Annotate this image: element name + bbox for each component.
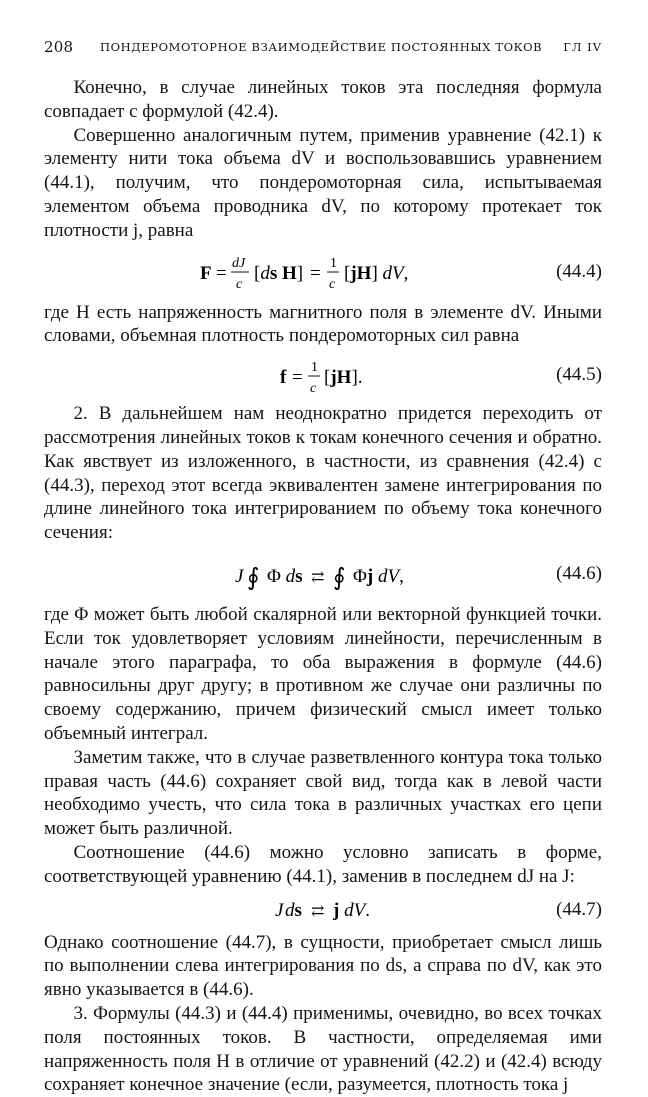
equation-44-4-formula [198,249,448,295]
equation-44-7 [44,889,602,931]
equation-44-5 [44,348,602,402]
equation-number: (44.5) [556,364,602,386]
svg-text:=: = [216,263,227,285]
paragraph: Конечно, в случае линейных токов эта последняя формула совпадает с формулой (42.4). [44,77,602,122]
svg-text:ds: ds [285,900,302,922]
paragraph: 3. Формулы (44.3) и (44.4) применимы, очевидно, во всех точках поля постоянных токов. В частности, определяемая ими напряженность поля H в отличие от уравнений (42.2) и (42.4) всюду сохраняет конечное значение (если, разумеется, плотность тока j [44,1002,602,1096]
paragraph: Однако соотношение (44.7), в сущности, приобретает смысл лишь по выполнении слева интегрирования по ds, а справа по dV, как это явно указывается в (44.6). [44,931,602,1001]
equation-number: (44.6) [556,562,602,584]
svg-text:J: J [235,565,244,587]
svg-text:[jH] dV,: [jH] dV, [344,263,409,285]
svg-text:=: = [310,263,321,285]
equation-44-5-formula [278,353,368,399]
svg-text:[ds H]: [ds H] [254,263,304,285]
page-number: 208 [44,38,74,56]
svg-text:F: F [200,263,212,285]
paragraph: где Φ может быть любой скалярной или векторной функцией точки. Если ток удовлетворяет условиям линейности, перечисленным в начале этого параграфа, то оба выражения в формуле (44.6) равносильны друг другу; в противном же случае они различны по своему содержанию, причем физический смысл имеет только объемный интеграл. [44,603,602,744]
svg-text:Φj dV,: Φj dV, [353,565,404,587]
paragraph: Соотношение (44.6) можно условно записать в форме, соответствующей уравнению (44.1), заменив в последнем dJ на J: [44,841,602,887]
svg-text:∮: ∮ [247,562,260,591]
svg-text:=: = [292,366,303,388]
equation-44-4 [44,243,602,301]
running-head [44,38,602,58]
svg-text:1: 1 [330,256,337,272]
svg-text:f: f [280,366,287,388]
svg-text:c: c [236,277,243,293]
svg-text:∮: ∮ [333,562,346,591]
svg-text:⇄: ⇄ [311,901,325,921]
paragraph: Совершенно аналогичным путем, применив уравнение (42.1) к элементу нити тока объема dV и воспользовавшись уравнением (44.1), получим, что пондеромоторная сила, испытываемая элементом объема проводника dV, по которому протекает ток плотности j, равна [44,124,602,241]
equation-44-6-formula [233,552,413,598]
svg-text:J: J [275,900,284,922]
running-title: ПОНДЕРОМОТОРНОЕ ВЗАИМОДЕЙСТВИЕ ПОСТОЯННЫХ ТОКОВ [100,40,543,54]
paragraph: 2. В дальнейшем нам неоднократно придется переходить от рассмотрения линейных токов к токам конечного сечения и обратно. Как явствует из изложенного, в частности, из сравнения (42.4) с (44.3), переход этот всегда эквивалентен замене интегрирования по длине линейного тока интегрированием по объему тока конечного сечения: [44,403,602,544]
paragraph: где H есть напряженность магнитного поля в элементе dV. Иными словами, объемная плотность пондеромоторных сил равна [44,301,602,347]
equation-number: (44.7) [556,898,602,920]
svg-text:[jH].: [jH]. [324,366,363,388]
svg-text:1: 1 [311,359,318,375]
body-text [44,76,602,1097]
equation-44-6 [44,545,602,603]
equation-44-7-formula [273,890,373,930]
chapter-label: ГЛ IV [563,40,602,54]
svg-text:⇄: ⇄ [311,566,325,586]
svg-text:dJ: dJ [232,256,246,272]
paragraph: Заметим также, что в случае разветвленного контура тока только правая часть (44.6) сохраняет свой вид, тогда как в левой части необходимо учесть, что сила тока в различных участках его цепи может быть различной. [44,746,602,840]
svg-text:c: c [329,277,336,293]
svg-text:c: c [310,380,317,396]
svg-text:j dV.: j dV. [333,900,370,922]
equation-number: (44.4) [556,260,602,282]
svg-text:Φ ds: Φ ds [267,565,303,587]
